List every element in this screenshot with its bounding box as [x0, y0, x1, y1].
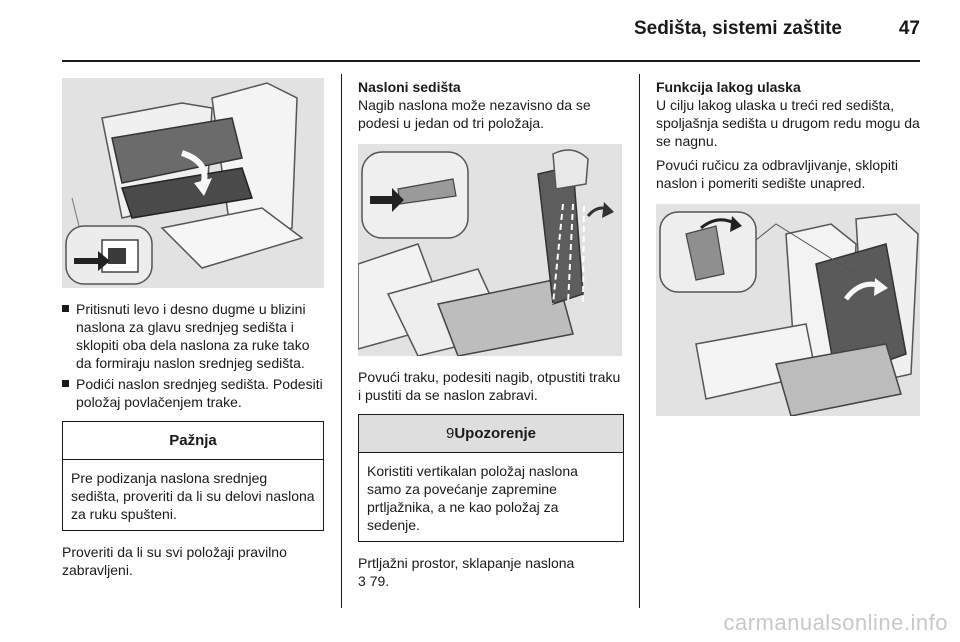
cross-reference-page: 79.	[369, 573, 390, 589]
column-divider-2	[639, 74, 640, 608]
warning-box	[358, 414, 624, 542]
warning-body: Koristiti vertikalan položaj naslona samo za povećanje zapremine prtljažnika, a ne kao položaj za sedenje.	[367, 463, 578, 533]
column-2	[358, 78, 624, 590]
section-heading-easy-entry: Funkcija lakog ulaska	[656, 79, 801, 95]
cross-reference	[358, 554, 624, 590]
easy-entry-seat-illustration	[656, 204, 920, 416]
page-number: 47	[898, 18, 920, 39]
backrest-procedure-text: Povući traku, podesiti nagib, otpustiti traku i pustiti da se naslon zabravi.	[358, 369, 621, 403]
warning-header	[359, 415, 623, 453]
page-header-title: Sedišta, sistemi zaštite	[633, 18, 842, 39]
cross-reference-arrow-icon: 3	[358, 573, 366, 589]
warning-title: Upozorenje	[454, 425, 537, 442]
watermark: carmanualsonline.info	[723, 610, 948, 635]
notice-body: Pre podizanja naslona srednjeg sedišta, proveriti da li su delovi naslona za ruku spušteni.	[71, 470, 315, 522]
header-rule	[62, 60, 920, 62]
check-locked-text: Proveriti da li su svi položaji pravilno zabravljeni.	[62, 544, 287, 578]
cross-reference-text: Prtljažni prostor, sklapanje naslona	[358, 555, 575, 571]
column-3	[656, 78, 922, 416]
easy-entry-procedure: Povući ručicu za odbravljivanje, sklopiti naslon i pomeriti sedište unapred.	[656, 157, 898, 191]
instruction-item-2: Podići naslon srednjeg sedišta. Podesiti položaj povlačenjem trake.	[62, 375, 324, 411]
notice-title: Pažnja	[63, 422, 323, 460]
seat-backrest-recline-illustration	[358, 144, 622, 356]
warning-triangle-icon: 9	[445, 425, 455, 442]
section-heading-backrests: Nasloni sedišta	[358, 79, 461, 95]
easy-entry-intro: U cilju lakog ulaska u treći red sedišta, spoljašnja sedišta u drugom redu mogu da se nagnu.	[656, 97, 920, 149]
column-1	[62, 78, 324, 579]
notice-box	[62, 421, 324, 531]
seat-armrest-illustration	[62, 78, 324, 288]
instruction-item-1: Pritisnuti levo i desno dugme u blizini naslona za glavu srednjeg sedišta i sklopiti oba dela naslona za ruke tako da formiraju naslon srednjeg sedišta.	[62, 300, 324, 372]
instruction-list	[62, 300, 324, 411]
column-divider-1	[341, 74, 342, 608]
backrest-intro: Nagib naslona može nezavisno da se podesi u jedan od tri položaja.	[358, 97, 591, 131]
